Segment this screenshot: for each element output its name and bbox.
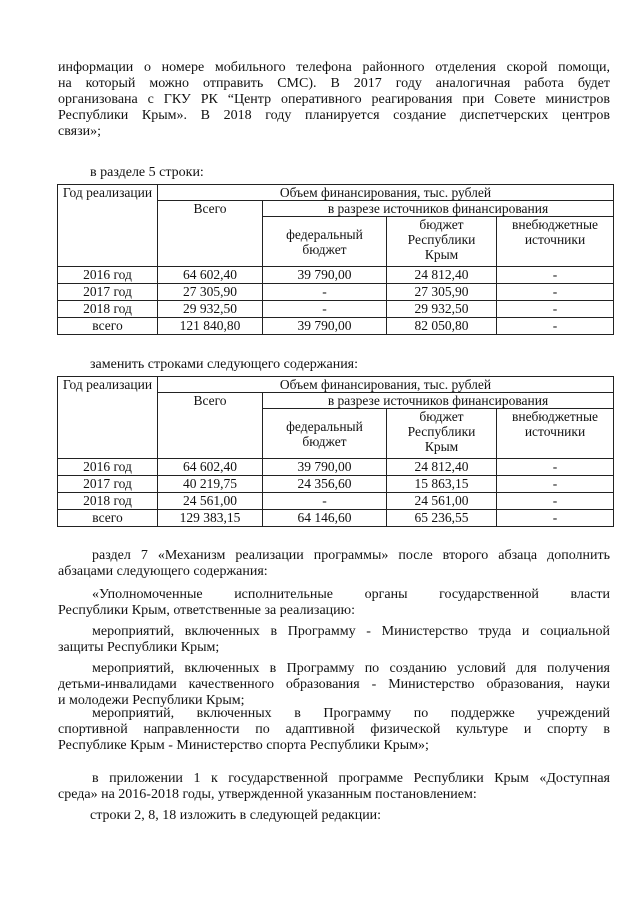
- cell-year: 2016 год: [58, 459, 158, 476]
- text-line: спортивной направленности по адаптивной физической культуре и спорту в: [58, 722, 610, 737]
- header-regional: бюджет Республики Крым: [387, 409, 497, 459]
- paragraph-appendix: [58, 771, 610, 803]
- cell-year: 2016 год: [58, 267, 158, 284]
- paragraph-authorities: [58, 587, 610, 619]
- cell-regional: 24 561,00: [387, 493, 497, 510]
- cell-total: 29 932,50: [158, 301, 263, 318]
- cell-regional: 65 236,55: [387, 510, 497, 527]
- text-line: «Уполномоченные исполнительные органы государственной власти: [92, 587, 610, 602]
- cell-year: 2017 год: [58, 476, 158, 493]
- cell-extra: -: [497, 476, 614, 493]
- financing-table-old: [57, 184, 614, 335]
- cell-extra: -: [497, 510, 614, 527]
- paragraph-item-education: [58, 661, 610, 709]
- cell-extra: -: [497, 493, 614, 510]
- cell-total: 64 602,40: [158, 267, 263, 284]
- financing-table-new: [57, 376, 614, 527]
- text-line: информации о номере мобильного телефона районного отделения скорой помощи,: [58, 60, 610, 75]
- cell-federal: -: [263, 284, 387, 301]
- header-total: Всего: [158, 201, 263, 267]
- cell-total: 129 383,15: [158, 510, 263, 527]
- header-year: Год реализации: [58, 185, 158, 267]
- table-row: [58, 476, 614, 493]
- intro-old-rows: в разделе 5 строки:: [90, 165, 204, 180]
- intro-new-rows: заменить строками следующего содержания:: [90, 357, 359, 372]
- cell-federal: 39 790,00: [263, 267, 387, 284]
- cell-federal: -: [263, 493, 387, 510]
- paragraph-item-sport: [58, 706, 610, 754]
- table-row: [58, 284, 614, 301]
- header-financing: Объем финансирования, тыс. рублей: [158, 377, 614, 393]
- header-by-source: в разрезе источников финансирования: [263, 201, 614, 217]
- cell-federal: 39 790,00: [263, 459, 387, 476]
- cell-total: 24 561,00: [158, 493, 263, 510]
- paragraph-item-labor: [58, 624, 610, 656]
- cell-total: 27 305,90: [158, 284, 263, 301]
- cell-extra: -: [497, 267, 614, 284]
- header-extra: внебюджетные источники: [497, 217, 614, 267]
- cell-federal: -: [263, 301, 387, 318]
- cell-regional: 29 932,50: [387, 301, 497, 318]
- cell-extra: -: [497, 459, 614, 476]
- cell-regional: 24 812,40: [387, 267, 497, 284]
- table-row: [58, 459, 614, 476]
- text-line: Республики Крым». В 2018 году планируется создание диспетчерских центров: [58, 108, 610, 123]
- table-row: [58, 267, 614, 284]
- text-line: в приложении 1 к государственной программе Республики Крым «Доступная: [92, 771, 610, 786]
- text-line: детьми-инвалидами качественного образования - Министерство образования, науки: [58, 677, 610, 692]
- cell-regional: 27 305,90: [387, 284, 497, 301]
- cell-federal: 24 356,60: [263, 476, 387, 493]
- cell-regional: 15 863,15: [387, 476, 497, 493]
- header-financing: Объем финансирования, тыс. рублей: [158, 185, 614, 201]
- header-year: Год реализации: [58, 377, 158, 459]
- text-line: среда» на 2016-2018 годы, утвержденной указанным постановлением:: [58, 787, 477, 802]
- paragraph-rows-edit: строки 2, 8, 18 изложить в следующей редакции:: [90, 808, 382, 823]
- cell-year: всего: [58, 318, 158, 335]
- text-line: раздел 7 «Механизм реализации программы» после второго абзаца дополнить: [92, 548, 610, 563]
- cell-year: всего: [58, 510, 158, 527]
- cell-regional: 82 050,80: [387, 318, 497, 335]
- cell-extra: -: [497, 284, 614, 301]
- cell-year: 2017 год: [58, 284, 158, 301]
- cell-total: 40 219,75: [158, 476, 263, 493]
- cell-extra: -: [497, 318, 614, 335]
- cell-total: 64 602,40: [158, 459, 263, 476]
- header-extra: внебюджетные источники: [497, 409, 614, 459]
- cell-extra: -: [497, 301, 614, 318]
- cell-year: 2018 год: [58, 301, 158, 318]
- header-total: Всего: [158, 393, 263, 459]
- text-line: мероприятий, включенных в Программу по созданию условий для получения: [92, 661, 610, 676]
- header-federal: федеральный бюджет: [263, 217, 387, 267]
- cell-federal: 39 790,00: [263, 318, 387, 335]
- header-federal: федеральный бюджет: [263, 409, 387, 459]
- text-line: Республике Крым - Министерство спорта Республики Крым»;: [58, 738, 429, 753]
- text-line: Республики Крым, ответственные за реализацию:: [58, 603, 356, 618]
- header-by-source: в разрезе источников финансирования: [263, 393, 614, 409]
- paragraph-top: [58, 60, 610, 140]
- table-row-total: [58, 510, 614, 527]
- text-line: организована с ГКУ РК “Центр оперативного реагирования при Совете министров: [58, 92, 610, 107]
- table-row: [58, 301, 614, 318]
- text-line: мероприятий, включенных в Программу - Министерство труда и социальной: [92, 624, 610, 639]
- text-line: мероприятий, включенных в Программу по поддержке учреждений: [92, 706, 610, 721]
- table-row: [58, 493, 614, 510]
- table-row-total: [58, 318, 614, 335]
- cell-total: 121 840,80: [158, 318, 263, 335]
- text-line: абзацами следующего содержания:: [58, 564, 268, 579]
- text-line: и молодежи Республики Крым;: [58, 693, 245, 708]
- paragraph-section7: [58, 548, 610, 580]
- cell-federal: 64 146,60: [263, 510, 387, 527]
- cell-year: 2018 год: [58, 493, 158, 510]
- header-regional: бюджет Республики Крым: [387, 217, 497, 267]
- text-line: связи»;: [58, 124, 101, 139]
- text-line: на который можно отправить СМС). В 2017 году аналогичная работа будет: [58, 76, 610, 91]
- text-line: защиты Республики Крым;: [58, 640, 220, 655]
- cell-regional: 24 812,40: [387, 459, 497, 476]
